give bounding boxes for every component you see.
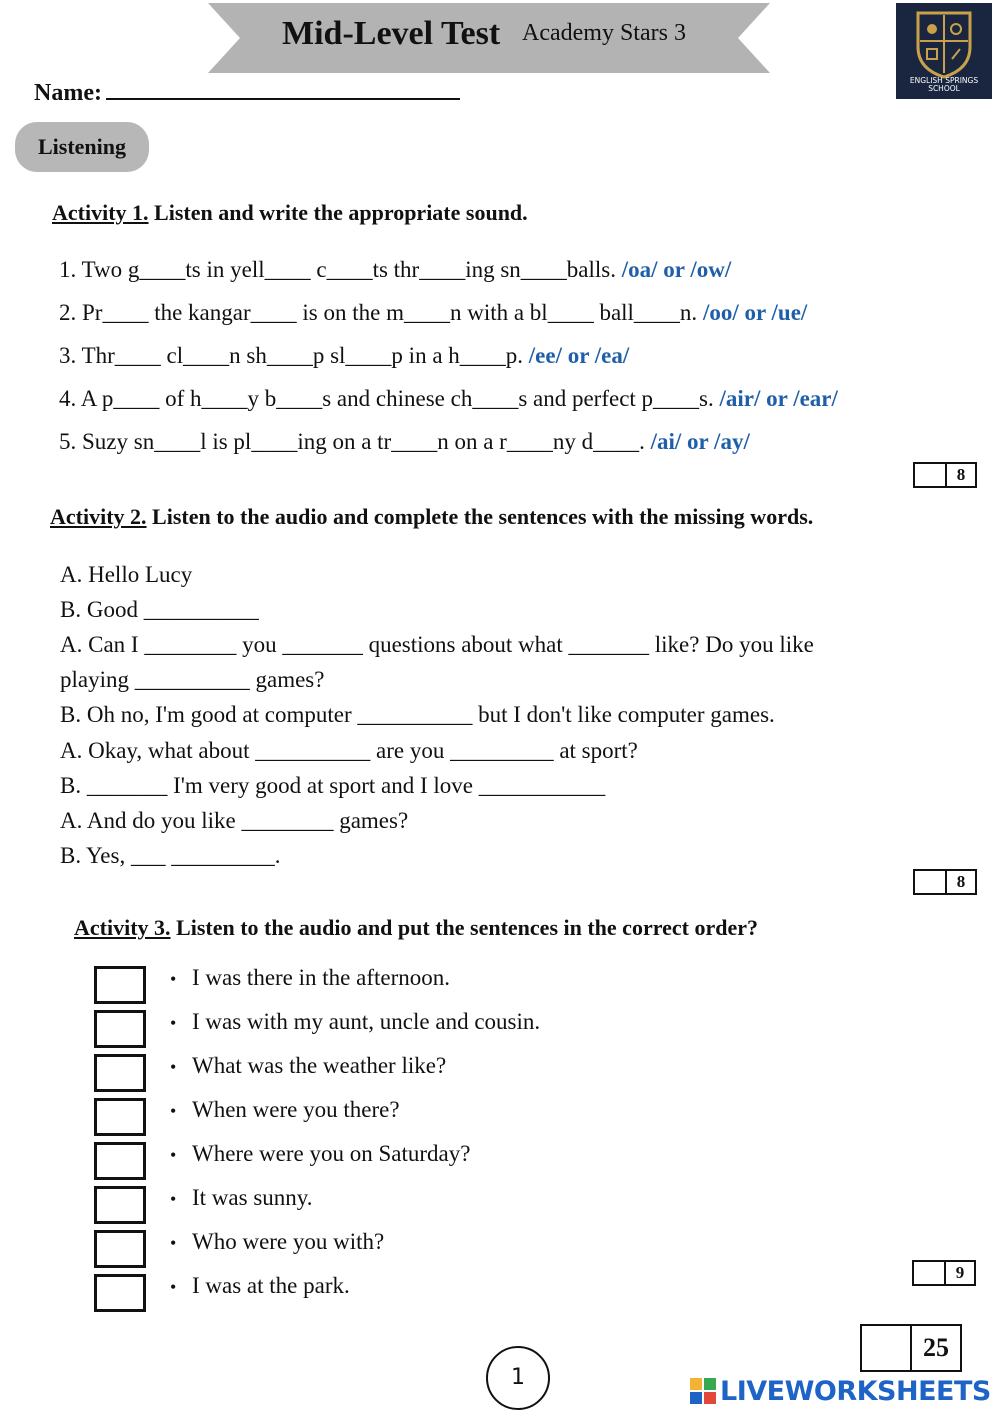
score-entry[interactable] <box>915 464 947 486</box>
score-entry[interactable] <box>914 1262 946 1284</box>
liveworksheets-logo-icon <box>690 1378 716 1404</box>
order-number-box[interactable] <box>94 966 146 1004</box>
section-label: Listening <box>15 122 149 172</box>
order-sentence: • Where were you on Saturday? <box>170 1141 471 1166</box>
order-number-box[interactable] <box>94 1010 146 1048</box>
order-sentence: • When were you there? <box>170 1097 400 1122</box>
activity1-score-box <box>913 462 977 488</box>
total-score-max: 25 <box>923 1333 949 1362</box>
bullet-icon: • <box>170 1145 177 1165</box>
order-number-box[interactable] <box>94 1274 146 1312</box>
dialogue-line: B. Good __________ <box>60 597 259 622</box>
dialogue-line: B. _______ I'm very good at sport and I love ___________ <box>60 773 606 798</box>
dialogue-line: A. And do you like ________ games? <box>60 808 409 833</box>
bullet-icon: • <box>170 1057 177 1077</box>
test-title: Mid-Level Test <box>282 15 501 52</box>
sound-hint: /ee/ or /ea/ <box>528 343 630 368</box>
name-field <box>34 76 460 107</box>
score-max: 9 <box>955 1263 965 1282</box>
bullet-icon: • <box>170 1101 177 1121</box>
bullet-icon: • <box>170 1277 177 1297</box>
order-number-box[interactable] <box>94 1186 146 1224</box>
total-score-box <box>860 1324 962 1372</box>
bullet-icon: • <box>170 1013 177 1033</box>
school-logo <box>896 3 992 99</box>
sound-hint: /oa/ or /ow/ <box>621 257 732 282</box>
activity3-title: Activity 3. Listen to the audio and put the sentences in the correct order? <box>74 915 758 940</box>
liveworksheets-text: LIVEWORKSHEETS <box>720 1375 991 1407</box>
total-score-entry[interactable] <box>862 1326 912 1370</box>
name-input-line[interactable] <box>106 76 460 100</box>
score-entry[interactable] <box>915 871 947 893</box>
activity2-score-box <box>913 869 977 895</box>
activity1-item: 3. Thr____ cl____n sh____p sl____p in a h____p. /ee/ or /ea/ <box>59 343 630 368</box>
order-sentence: • I was at the park. <box>170 1273 350 1298</box>
order-number-box[interactable] <box>94 1230 146 1268</box>
order-sentence: • Who were you with? <box>170 1229 385 1254</box>
order-number-box[interactable] <box>94 1142 146 1180</box>
dialogue-line: B. Oh no, I'm good at computer __________ but I don't like computer games. <box>60 702 775 727</box>
liveworksheets-watermark <box>690 1376 991 1406</box>
sound-hint: /ai/ or /ay/ <box>650 429 750 454</box>
bullet-icon: • <box>170 969 177 989</box>
activity1-item: 1. Two g____ts in yell____ c____ts thr____ing sn____balls. /oa/ or /ow/ <box>59 257 732 282</box>
sound-hint: /air/ or /ear/ <box>719 386 838 411</box>
dialogue-line: B. Yes, ___ _________. <box>60 843 281 868</box>
order-sentence: • I was there in the afternoon. <box>170 965 451 990</box>
title-banner <box>208 3 770 73</box>
activity1-item: 5. Suzy sn____l is pl____ing on a tr____n on a r____ny d____. /ai/ or /ay/ <box>59 429 750 454</box>
page-number: 1 <box>486 1346 550 1410</box>
dialogue-line: A. Okay, what about __________ are you _________ at sport? <box>60 738 638 763</box>
activity2-title: Activity 2. Listen to the audio and complete the sentences with the missing words. <box>50 504 814 529</box>
sound-hint: /oo/ or /ue/ <box>702 300 808 325</box>
activity1-title: Activity 1. Listen and write the appropriate sound. <box>52 200 528 225</box>
activity3-score-box <box>912 1260 976 1286</box>
activity1-item: 2. Pr____ the kangar____ is on the m____n with a bl____ ball____n. /oo/ or /ue/ <box>59 300 808 325</box>
dialogue-line: A. Hello Lucy <box>60 562 193 587</box>
order-sentence: • I was with my aunt, uncle and cousin. <box>170 1009 541 1034</box>
order-number-box[interactable] <box>94 1054 146 1092</box>
score-max: 8 <box>956 872 966 891</box>
test-subtitle: Academy Stars 3 <box>522 20 686 46</box>
name-label: Name: <box>34 80 102 106</box>
dialogue-line: A. Can I ________ you _______ questions about what _______ like? Do you like <box>60 632 814 657</box>
logo-text: ENGLISH SPRINGS SCHOOL <box>909 76 979 93</box>
order-sentence: • It was sunny. <box>170 1185 313 1210</box>
bullet-icon: • <box>170 1189 177 1209</box>
score-max: 8 <box>956 465 966 484</box>
bullet-icon: • <box>170 1233 177 1253</box>
order-sentence: • What was the weather like? <box>170 1053 447 1078</box>
activity1-item: 4. A p____ of h____y b____s and chinese ch____s and perfect p____s. /air/ or /ear/ <box>59 386 838 411</box>
dialogue-line: playing __________ games? <box>60 667 325 692</box>
order-number-box[interactable] <box>94 1098 146 1136</box>
